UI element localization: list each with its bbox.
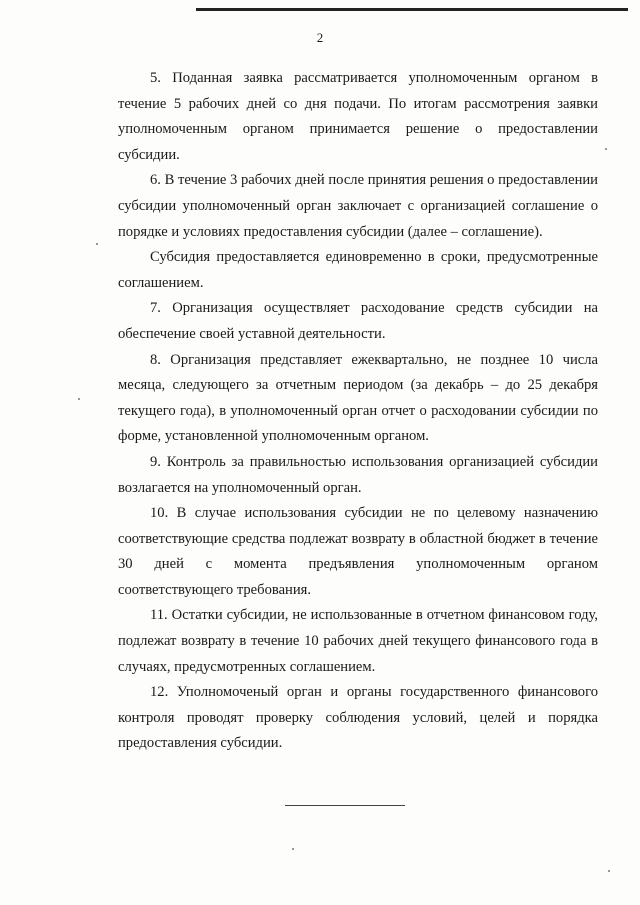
scan-speck xyxy=(78,398,80,400)
paragraph-5: 5. Поданная заявка рассматривается уполномоченным органом в течение 5 рабочих дней со дня подачи. По итогам рассмотрения заявки уполномоченным органом принимается решение о предоставлении субсидии. xyxy=(118,70,598,163)
paragraph-6-subsidy-terms: Субсидия предоставляется единовременно в сроки, предусмотренные соглашением. xyxy=(118,249,598,291)
closing-divider-line xyxy=(285,805,405,806)
paragraph-9: 9. Контроль за правильностью использования организацией субсидии возлагается на уполномоченный орган. xyxy=(118,453,598,496)
scan-speck xyxy=(96,243,98,245)
scan-speck xyxy=(292,848,294,850)
scan-speck xyxy=(605,148,607,150)
paragraph-10: 10. В случае использования субсидии не по целевому назначению соответствующие средства подлежат возврату в областной бюджет в течение 30 дней с момента предъявления уполномоченным органом соответствующего требования. xyxy=(118,505,598,598)
page-number: 2 xyxy=(316,30,324,45)
paragraph-12: 12. Уполномоченый орган и органы государственного финансового контроля проводят проверку соблюдения условий, целей и порядка предоставления субсидии. xyxy=(118,684,598,752)
paragraph-11: 11. Остатки субсидии, не использованные в отчетном финансовом году, подлежат возврату в течение 10 рабочих дней текущего финансового года в случаях, предусмотренных соглашением. xyxy=(118,607,598,675)
paragraph-6: 6. В течение 3 рабочих дней после принятия решения о предоставлении субсидии уполномоченный орган заключает с организацией соглашение о порядке и условиях предоставления субсидии (далее – соглашение). xyxy=(118,172,598,240)
scan-speck xyxy=(608,870,610,872)
document-body xyxy=(118,66,598,757)
paragraph-8: 8. Организация представляет ежеквартально, не позднее 10 числа месяца, следующего за отчетным периодом (за декабрь – до 25 декабря текущего года), в уполномоченный орган отчет о расходовании субсидии по форме, установленной уполномоченным органом. xyxy=(118,351,598,445)
paragraph-7: 7. Организация осуществляет расходование средств субсидии на обеспечение своей уставной деятельности. xyxy=(118,300,598,342)
top-border-line xyxy=(196,8,628,11)
